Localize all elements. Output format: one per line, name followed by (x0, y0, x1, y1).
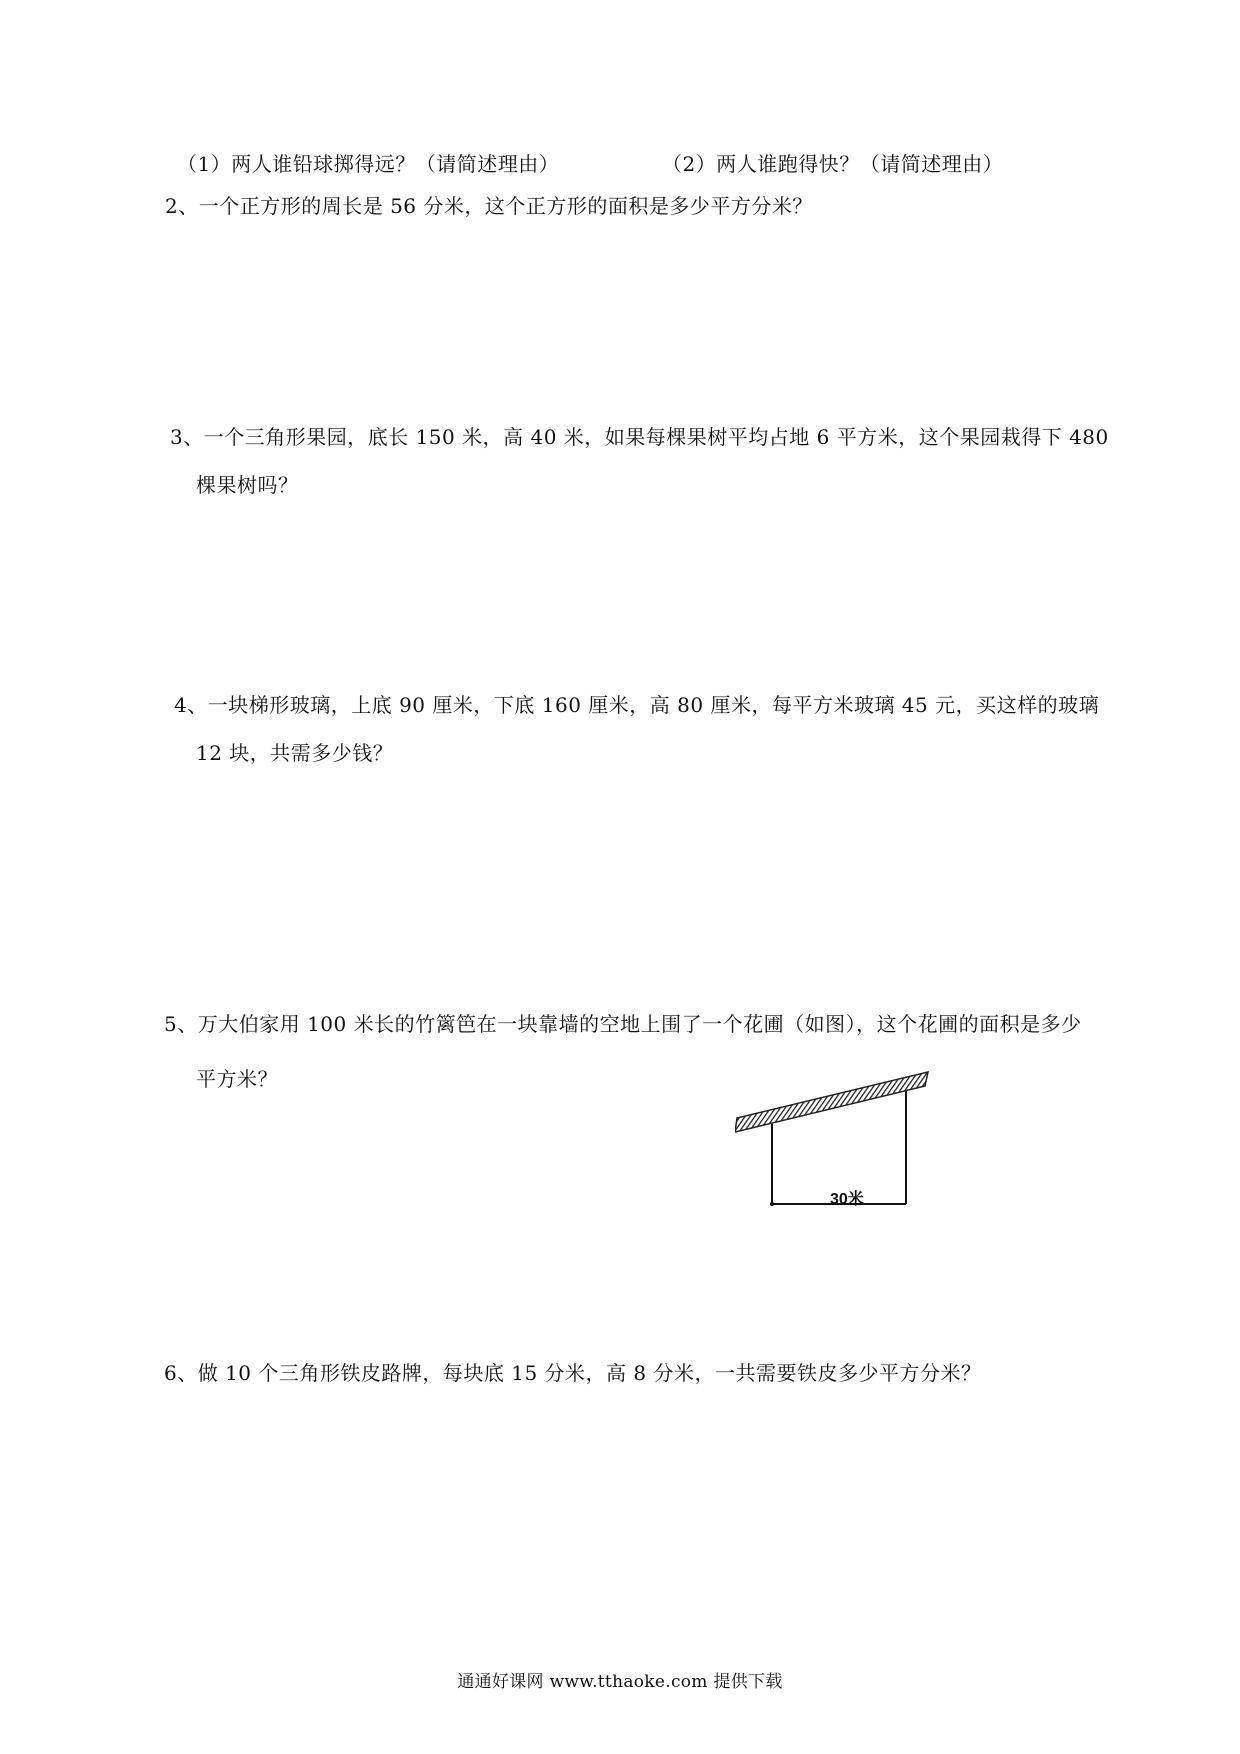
corner-dot (770, 1202, 774, 1206)
question-1-subquestion-1: （1）两人谁铅球掷得远？（请简述理由） (177, 152, 560, 176)
wall-hatched (735, 1072, 928, 1132)
question-4-line-1: 4、一块梯形玻璃，上底 90 厘米，下底 160 厘米，高 80 厘米，每平方米玻璃 45 元，买这样的玻璃 (174, 693, 1100, 717)
question-3-line-2: 棵果树吗？ (196, 473, 299, 497)
question-4-line-2: 12 块，共需多少钱？ (196, 741, 394, 765)
figure-base-label: 30米 (830, 1191, 864, 1208)
question-1-subquestion-2: （2）两人谁跑得快？（请简述理由） (662, 152, 1004, 176)
question-5-line-1: 5、万大伯家用 100 米长的竹篱笆在一块靠墙的空地上围了一个花圃（如图），这个花圃的面积是多少 (164, 1012, 1082, 1036)
question-3-line-1: 3、一个三角形果园，底长 150 米，高 40 米，如果每棵果树平均占地 6 平方米，这个果园栽得下 480 (170, 425, 1109, 449)
question-5-line-2: 平方米？ (196, 1067, 278, 1091)
question-2: 2、一个正方形的周长是 56 分米，这个正方形的面积是多少平方分米？ (165, 194, 813, 218)
question-6: 6、做 10 个三角形铁皮路牌，每块底 15 分米，高 8 分米，一共需要铁皮多少平方分米？ (164, 1361, 982, 1385)
footer-text: 通通好课网 www.tthaoke.com 提供下载 (457, 1672, 783, 1692)
